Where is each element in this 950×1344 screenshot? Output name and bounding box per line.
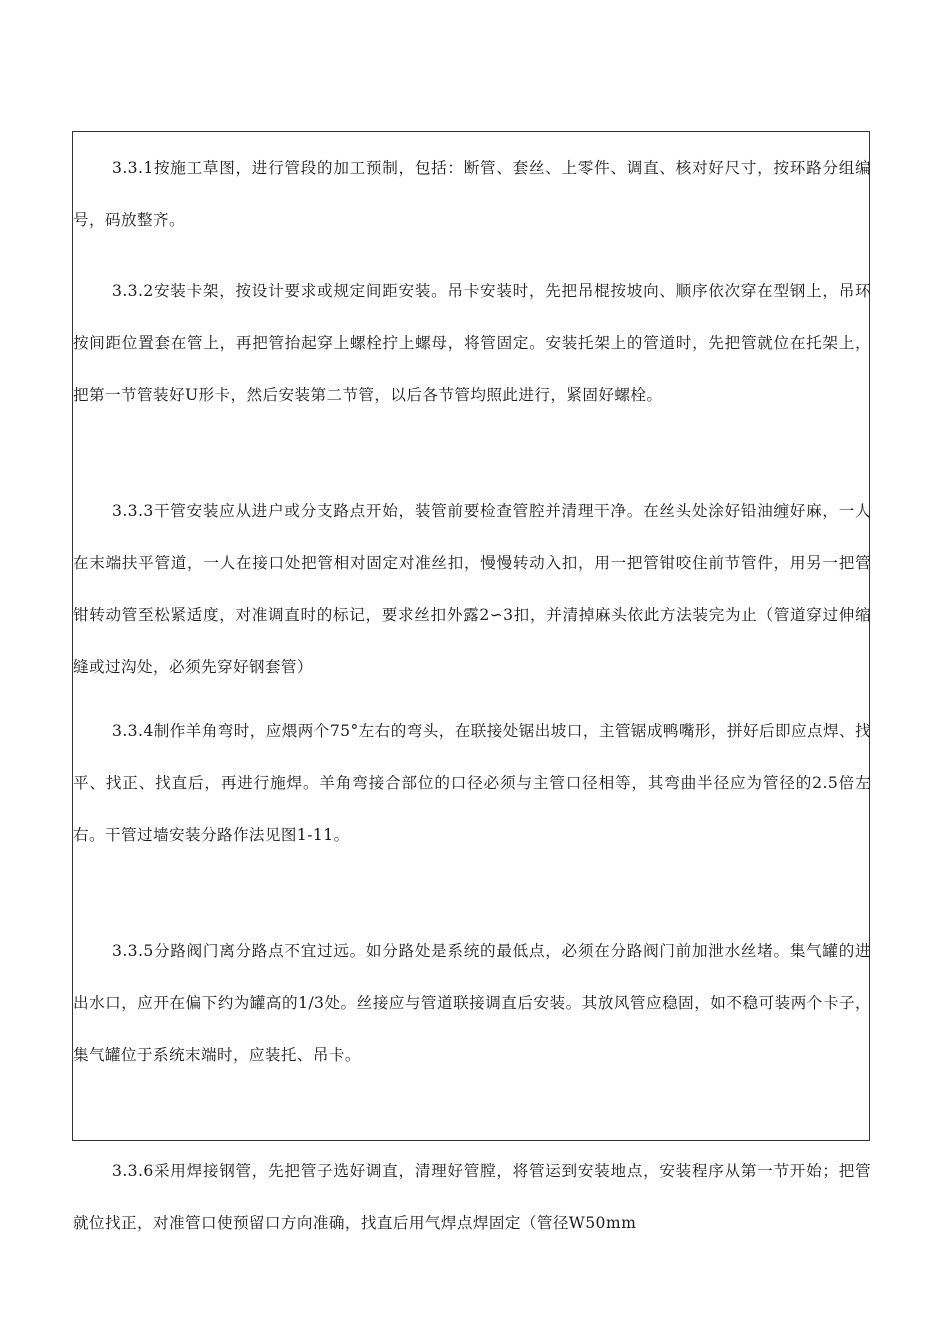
paragraph-3-3-5: 3.3.5分路阀门离分路点不宜过远。如分路处是系统的最低点，必须在分路阀门前加泄水丝堵。集气罐的进出水口，应开在偏下约为罐高的1/3处。丝接应与管道联接调直后安装。其放风管应稳固，如不稳可装两个卡子，集气罐位于系统末端时，应装托、吊卡。 [73, 942, 871, 1064]
paragraph-3-3-1: 3.3.1按施工草图，进行管段的加工预制，包括：断管、套丝、上零件、调直、核对好尺寸，按环路分组编号，码放整齐。 [73, 159, 871, 229]
paragraph-3-3-6: 3.3.6采用焊接钢管，先把管子选好调直，清理好管膛，将管运到安装地点，安装程序从第一节开始；把管就位找正，对准管口使预留口方向准确，找直后用气焊点焊固定（管径W50mm [73, 1162, 871, 1232]
paragraph-3-3-3: 3.3.3干管安装应从进户或分支路点开始，装管前要检查管腔并清理干净。在丝头处涂好铅油缠好麻，一人在末端扶平管道，一人在接口处把管相对固定对准丝扣，慢慢转动入扣，用一把管钳咬住前节管件，用另一把管钳转动管至松紧适度，对准调直时的标记，要求丝扣外露2∽3扣，并清掉麻头依此方法装完为止（管道穿过伸缩缝或过沟处，必须先穿好钢套管） [73, 502, 871, 676]
document-frame [72, 131, 871, 1232]
paragraph-3-3-2: 3.3.2安装卡架，按设计要求或规定间距安装。吊卡安装时，先把吊棍按坡向、顺序依次穿在型钢上，吊环按间距位置套在管上，再把管抬起穿上螺栓拧上螺母，将管固定。安装托架上的管道时，先把管就位在托架上，把第一节管装好U形卡，然后安装第二节管，以后各节管均照此进行，紧固好螺栓。 [73, 282, 871, 404]
paragraph-3-3-4: 3.3.4制作羊角弯时，应煨两个75°左右的弯头，在联接处锯出坡口，主管锯成鸭嘴形，拼好后即应点焊、找平、找正、找直后，再进行施焊。羊角弯接合部位的口径必须与主管口径相等，其弯曲半径应为管径的2.5倍左右。干管过墙安装分路作法见图1-11。 [73, 722, 871, 844]
